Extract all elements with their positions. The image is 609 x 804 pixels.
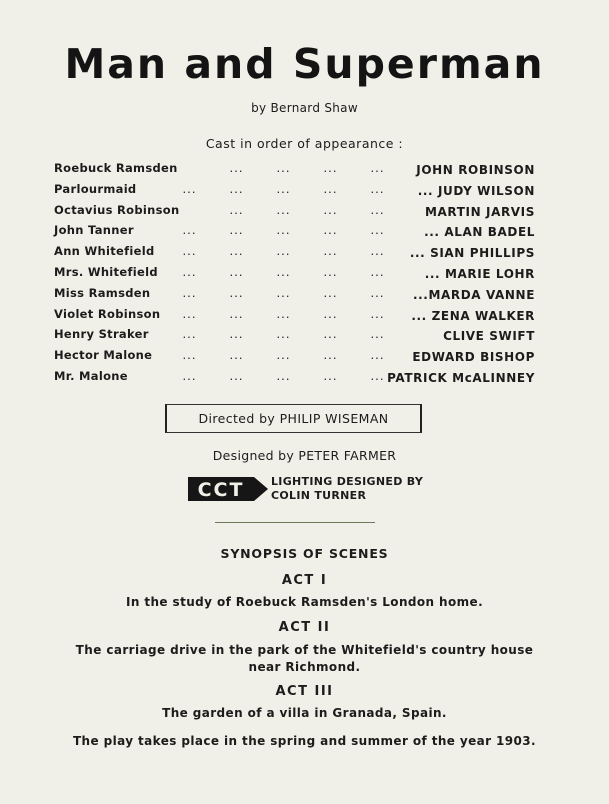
cast-row (54, 223, 535, 244)
leader-dot-group: ... (370, 368, 385, 383)
cct-logo-text: CCT (197, 479, 245, 501)
cast-role: Miss Ramsden (54, 285, 151, 300)
cast-row (54, 327, 535, 348)
leader-dot-group: ... (229, 368, 244, 383)
cast-row (54, 244, 535, 265)
cct-logo (188, 475, 268, 503)
author-line: by Bernard Shaw (251, 101, 358, 115)
leader-dot-group: ... (276, 306, 291, 321)
leader-dot-group: ... (323, 244, 338, 259)
leader-dot-group: ... (370, 161, 385, 175)
leader-dot-group: ... (323, 327, 338, 342)
lighting-credit (271, 475, 423, 503)
act-3-scene: The garden of a villa in Granada, Spain. (162, 706, 447, 720)
closing-note: The play takes place in the spring and summer of the year 1903. (72, 734, 537, 748)
leader-dot-group: ... (182, 348, 197, 363)
act-3-label: ACT III (275, 684, 334, 699)
directed-by-box: Directed by PHILIP WISEMAN (165, 404, 422, 433)
leader-dot-group: ... (323, 368, 338, 383)
leader-dot-group: ... (182, 244, 197, 259)
cast-role: John Tanner (54, 223, 134, 238)
leader-dot-group: ... (182, 306, 197, 321)
cast-role: Mr. Malone (54, 368, 128, 383)
leader-dot-group: ... (229, 264, 244, 279)
leader-dot-group: ... (229, 348, 244, 363)
leader-dot-group: ... (370, 285, 385, 300)
cast-actor: ... ALAN BADEL (424, 225, 535, 240)
leader-dot-group: ... (229, 327, 244, 342)
leader-dot-group: ... (323, 223, 338, 238)
lighting-line-1: LIGHTING DESIGNED BY (271, 475, 424, 488)
leader-dot-group: ... (229, 181, 244, 196)
cast-row (54, 369, 535, 390)
cast-row (54, 203, 535, 224)
leader-dot-group: ... (323, 306, 338, 321)
cast-role: Mrs. Whitefield (54, 264, 158, 279)
leader-dot-group: ... (370, 181, 385, 196)
cast-actor: ...MARDA VANNE (412, 287, 535, 302)
leader-dot-group: ... (276, 244, 291, 259)
leader-dot-group: ... (323, 348, 338, 363)
leader-dots (166, 348, 428, 362)
leader-dot-group: ... (229, 244, 244, 259)
cast-role: Parlourmaid (54, 181, 137, 196)
cast-role: Violet Robinson (54, 306, 161, 321)
cast-role: Henry Straker (54, 327, 149, 342)
leader-dots (166, 203, 428, 217)
synopsis-title: SYNOPSIS OF SCENES (220, 546, 389, 561)
leader-dots (166, 286, 428, 300)
leader-dot-group: ... (323, 264, 338, 279)
cast-actor: ... MARIE LOHR (424, 266, 535, 281)
leader-dot-group: ... (370, 348, 385, 363)
act-2-scene: The carriage drive in the park of the Whitefield's country house near Richmond. (75, 643, 534, 674)
leader-dot-group: ... (370, 306, 385, 321)
leader-dots (166, 265, 428, 279)
leader-dot-group: ... (276, 202, 291, 217)
leader-dots (166, 244, 428, 258)
leader-dot-group: ... (323, 202, 338, 217)
cast-actor: MARTIN JARVIS (425, 204, 535, 219)
cast-row (54, 307, 535, 328)
leader-dot-group: ... (229, 161, 244, 175)
act-1-scene: In the study of Roebuck Ramsden's London home. (125, 595, 484, 609)
leader-dot-group: ... (229, 202, 244, 217)
leader-dot-group: ... (370, 202, 385, 217)
leader-dot-group: ... (276, 285, 291, 300)
cast-actor: JOHN ROBINSON (416, 163, 535, 177)
leader-dot-group: ... (276, 181, 291, 196)
leader-dot-group: ... (276, 223, 291, 238)
leader-dot-group: ... (182, 368, 197, 383)
cast-list (54, 161, 535, 390)
leader-dot-group: ... (370, 327, 385, 342)
leader-dot-group: ... (182, 223, 197, 238)
section-divider (215, 522, 375, 523)
leader-dot-group: ... (229, 285, 244, 300)
cast-row (54, 161, 535, 182)
cast-row (54, 286, 535, 307)
cast-role: Roebuck Ramsden (54, 161, 178, 175)
leader-dot-group: ... (323, 161, 338, 175)
leader-dots (166, 182, 428, 196)
leader-dot-group: ... (276, 348, 291, 363)
leader-dot-group: ... (182, 285, 197, 300)
cast-actor: ... JUDY WILSON (417, 183, 535, 198)
cast-row (54, 182, 535, 203)
leader-dot-group: ... (276, 327, 291, 342)
leader-dot-group: ... (370, 223, 385, 238)
lighting-line-2: COLIN TURNER (271, 489, 367, 502)
cast-actor: ... SIAN PHILLIPS (409, 246, 535, 261)
act-2-label: ACT II (278, 620, 331, 635)
leader-dot-group: ... (229, 223, 244, 238)
designed-by-line: Designed by PETER FARMER (212, 448, 397, 463)
act-1-label: ACT I (281, 573, 328, 588)
cast-row (54, 348, 535, 369)
cast-actor: EDWARD BISHOP (412, 350, 535, 365)
leader-dot-group: ... (229, 306, 244, 321)
leader-dots (166, 161, 428, 175)
leader-dot-group: ... (182, 327, 197, 342)
leader-dot-group: ... (276, 264, 291, 279)
cast-role: Ann Whitefield (54, 244, 155, 259)
cast-actor: CLIVE SWIFT (443, 329, 535, 344)
leader-dot-group: ... (370, 244, 385, 259)
leader-dot-group: ... (182, 264, 197, 279)
leader-dot-group: ... (276, 161, 291, 175)
leader-dot-group: ... (323, 285, 338, 300)
cast-actor: ... ZENA WALKER (411, 308, 535, 323)
leader-dot-group: ... (276, 368, 291, 383)
cast-heading: Cast in order of appearance : (205, 136, 404, 151)
cast-role: Octavius Robinson (54, 202, 180, 217)
leader-dot-group: ... (182, 181, 197, 196)
leader-dots (166, 307, 428, 321)
play-title: Man and Superman (64, 40, 545, 88)
cast-row (54, 265, 535, 286)
cast-actor: PATRICK McALINNEY (387, 370, 535, 385)
leader-dots (166, 327, 428, 341)
cast-role: Hector Malone (54, 348, 153, 363)
leader-dot-group: ... (370, 264, 385, 279)
leader-dots (166, 223, 428, 237)
leader-dot-group: ... (323, 181, 338, 196)
